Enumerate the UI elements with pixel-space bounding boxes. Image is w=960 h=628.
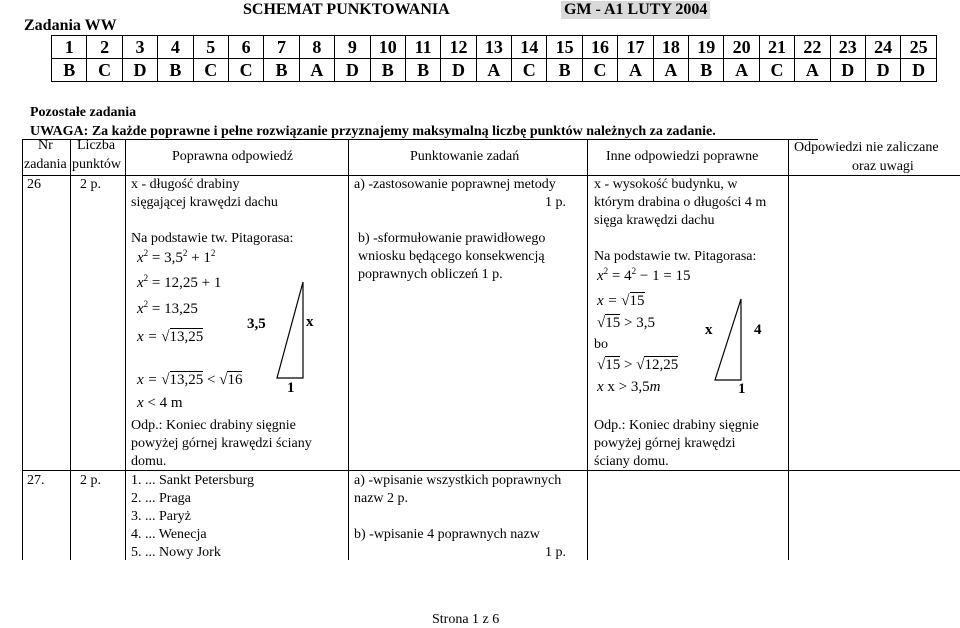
task-26-alt-equation-2: x = √15	[597, 293, 645, 309]
answer-key-answers-row	[52, 59, 937, 82]
task-27-answer-2: 2. ... Praga	[131, 491, 191, 506]
answer-key-number-14: 14	[512, 36, 547, 59]
answer-key-answer-16: C	[582, 59, 617, 82]
task-26-score-b-line1: b) -sformułowanie prawidłowego	[358, 231, 546, 246]
answer-key-answer-3: D	[122, 59, 157, 82]
col-header-nr-line2: zadania	[24, 157, 67, 172]
col-header-scoring: Punktowanie zadań	[410, 149, 520, 164]
answer-key-answer-19: B	[689, 59, 724, 82]
task-26-score-a-line2: 1 p.	[545, 195, 566, 210]
task-27-answer-4: 4. ... Wenecja	[131, 527, 207, 542]
answer-key-number-21: 21	[759, 36, 794, 59]
answer-key-answer-17: A	[618, 59, 653, 82]
table-row-divider	[22, 470, 960, 471]
answer-key-answer-6: C	[228, 59, 263, 82]
task-26-alt-because: bo	[594, 337, 608, 352]
task-27-score-a-line1: a) -wpisanie wszystkich poprawnych	[354, 473, 562, 488]
task-26-equation-4: x = √13,25	[137, 329, 204, 345]
task-26-alt-equation-1: $x^2 = 4^2 - 1 = 15$	[597, 266, 691, 284]
column-divider-answer	[348, 139, 349, 560]
answer-key-number-18: 18	[653, 36, 688, 59]
column-divider-nr	[70, 139, 71, 560]
answer-key-answer-7: B	[264, 59, 299, 82]
answer-key-answer-10: B	[370, 59, 405, 82]
answer-key-answer-5: C	[193, 59, 228, 82]
task-27-score-b-line1: b) -wpisanie 4 poprawnych nazw	[354, 527, 540, 542]
col-header-not-counted-line2: oraz uwagi	[852, 159, 914, 174]
task-26-equation-6: x < 4 m	[137, 395, 183, 411]
answer-key-number-15: 15	[547, 36, 582, 59]
col-header-not-counted-line1: Odpowiedzi nie zaliczane	[794, 140, 939, 155]
task-26-triangle-hypotenuse: x	[306, 314, 314, 330]
answer-key-number-20: 20	[724, 36, 759, 59]
task-26-alt-conclusion-line3: ściany domu.	[594, 454, 669, 469]
col-header-nr-line1: Nr	[38, 138, 53, 153]
task-26-equation-1: $x^2 = 3,5^2 + 1^2$	[137, 248, 216, 266]
answer-key-number-17: 17	[618, 36, 653, 59]
answer-key-number-1: 1	[52, 36, 87, 59]
task-26-number: 26	[27, 177, 41, 192]
task-26-triangle-leg-a: 3,5	[247, 316, 266, 332]
col-header-points-line2: punktów	[72, 157, 121, 172]
task-26-alt-equation-5: x x > 3,5m	[597, 379, 661, 395]
answer-key-answer-4: B	[158, 59, 193, 82]
task-26-equation-2: $x^2 = 12,25 + 1$	[137, 273, 222, 291]
answer-key-number-25: 25	[901, 36, 936, 59]
task-26-score-a-line1: a) -zastosowanie poprawnej metody	[354, 177, 556, 192]
answer-key-answer-22: A	[795, 59, 830, 82]
answer-key-answer-8: A	[299, 59, 334, 82]
answer-key-answer-24: D	[865, 59, 900, 82]
task-26-alt-pythagoras-label: Na podstawie tw. Pitagorasa:	[594, 249, 757, 264]
task-26-alt-equation-4: √15 > √12,25	[597, 357, 679, 373]
task-26-alt-def-line1: x - wysokość budynku, w	[594, 177, 738, 192]
answer-key-answer-14: C	[512, 59, 547, 82]
answer-key-numbers-row	[52, 36, 937, 59]
col-header-correct-answer: Poprawna odpowiedź	[172, 149, 293, 164]
page-footer: Strona 1 z 6	[432, 612, 500, 627]
table-top-border	[22, 139, 818, 140]
table-left-border	[22, 139, 23, 560]
answer-key-answer-2: C	[87, 59, 122, 82]
answer-key-answer-25: D	[901, 59, 936, 82]
task-26-conclusion-line1: Odp.: Koniec drabiny sięgnie	[131, 418, 296, 433]
column-divider-points	[125, 139, 126, 560]
answer-key-number-13: 13	[476, 36, 511, 59]
task-26-answer-def-line1: x - długość drabiny	[131, 177, 240, 192]
answer-key-number-12: 12	[441, 36, 476, 59]
answer-key-answer-15: B	[547, 59, 582, 82]
answer-key-answer-9: D	[335, 59, 370, 82]
exam-code: GM - A1 LUTY 2004	[561, 1, 710, 19]
task-26-alt-conclusion-line1: Odp.: Koniec drabiny sięgnie	[594, 418, 759, 433]
task-27-score-a-line2: nazw 2 p.	[354, 491, 409, 506]
answer-key-answer-18: A	[653, 59, 688, 82]
task-26-pythagoras-label: Na podstawie tw. Pitagorasa:	[131, 231, 294, 246]
answer-key-number-11: 11	[405, 36, 440, 59]
answer-key-number-24: 24	[865, 36, 900, 59]
answer-key-number-16: 16	[582, 36, 617, 59]
task-27-answer-5: 5. ... Nowy Jork	[131, 545, 221, 560]
answer-key-answer-1: B	[52, 59, 87, 82]
column-divider-alternatives	[788, 139, 789, 560]
task-27-answer-3: 3. ... Paryż	[131, 509, 191, 524]
answer-key-number-10: 10	[370, 36, 405, 59]
task-26-alt-triangle-diagram	[713, 297, 743, 382]
answer-key-number-19: 19	[689, 36, 724, 59]
answer-key-number-6: 6	[228, 36, 263, 59]
task-26-score-b-line2: wniosku będącego konsekwencją	[358, 249, 545, 264]
answer-key-number-7: 7	[264, 36, 299, 59]
section-title: Zadania WW	[24, 17, 117, 34]
task-26-triangle-diagram	[275, 280, 305, 380]
task-27-answer-1: 1. ... Sankt Petersburg	[131, 473, 255, 488]
task-26-alt-equation-3: √15 > 3,5	[597, 315, 655, 331]
answer-key-answer-23: D	[830, 59, 865, 82]
answer-key-number-4: 4	[158, 36, 193, 59]
answer-key-answer-21: C	[759, 59, 794, 82]
answer-key-number-8: 8	[299, 36, 334, 59]
answer-key-answer-12: D	[441, 59, 476, 82]
answer-key-number-5: 5	[193, 36, 228, 59]
task-26-conclusion-line2: powyżej górnej krawędzi ściany	[131, 436, 312, 451]
task-26-conclusion-line3: domu.	[131, 454, 167, 469]
table-header-border	[22, 175, 960, 176]
task-26-alt-triangle-base: 1	[738, 381, 746, 397]
answer-key-table	[51, 35, 937, 82]
answer-key-number-3: 3	[122, 36, 157, 59]
task-26-equation-3: $x^2 = 13,25$	[137, 299, 198, 317]
document-title: SCHEMAT PUNKTOWANIA	[243, 1, 450, 18]
task-26-alt-def-line2: którym drabina o długości 4 m	[594, 195, 767, 210]
task-26-equation-5: x = √13,25 < √16	[137, 372, 243, 388]
task-26-alt-triangle-x: x	[705, 322, 713, 338]
task-27-score-b-line2: 1 p.	[545, 545, 566, 560]
answer-key-number-2: 2	[87, 36, 122, 59]
task-26-answer-def-line2: sięgającej krawędzi dachu	[131, 195, 278, 210]
answer-key-number-23: 23	[830, 36, 865, 59]
task-26-alt-conclusion-line2: powyżej górnej krawędzi	[594, 436, 736, 451]
task-27-number: 27.	[27, 473, 45, 488]
col-header-other-correct: Inne odpowiedzi poprawne	[606, 149, 759, 164]
task-27-points: 2 p.	[80, 473, 101, 488]
task-26-triangle-leg-b: 1	[287, 380, 295, 396]
answer-key-answer-13: A	[476, 59, 511, 82]
task-26-score-b-line3: poprawnych obliczeń 1 p.	[358, 267, 503, 282]
answer-key-answer-20: A	[724, 59, 759, 82]
other-tasks-title: Pozostałe zadania	[30, 105, 137, 120]
scoring-note: UWAGA: Za każde poprawne i pełne rozwiązanie przyznajemy maksymalną liczbę punktów należnych za zadanie.	[30, 124, 716, 139]
answer-key-number-22: 22	[795, 36, 830, 59]
task-26-points: 2 p.	[80, 177, 101, 192]
answer-key-answer-11: B	[405, 59, 440, 82]
column-divider-scoring	[587, 139, 588, 560]
task-26-alt-def-line3: sięga krawędzi dachu	[594, 213, 715, 228]
task-26-alt-triangle-hypotenuse: 4	[754, 322, 762, 338]
answer-key-number-9: 9	[335, 36, 370, 59]
col-header-points-line1: Liczba	[77, 138, 116, 153]
